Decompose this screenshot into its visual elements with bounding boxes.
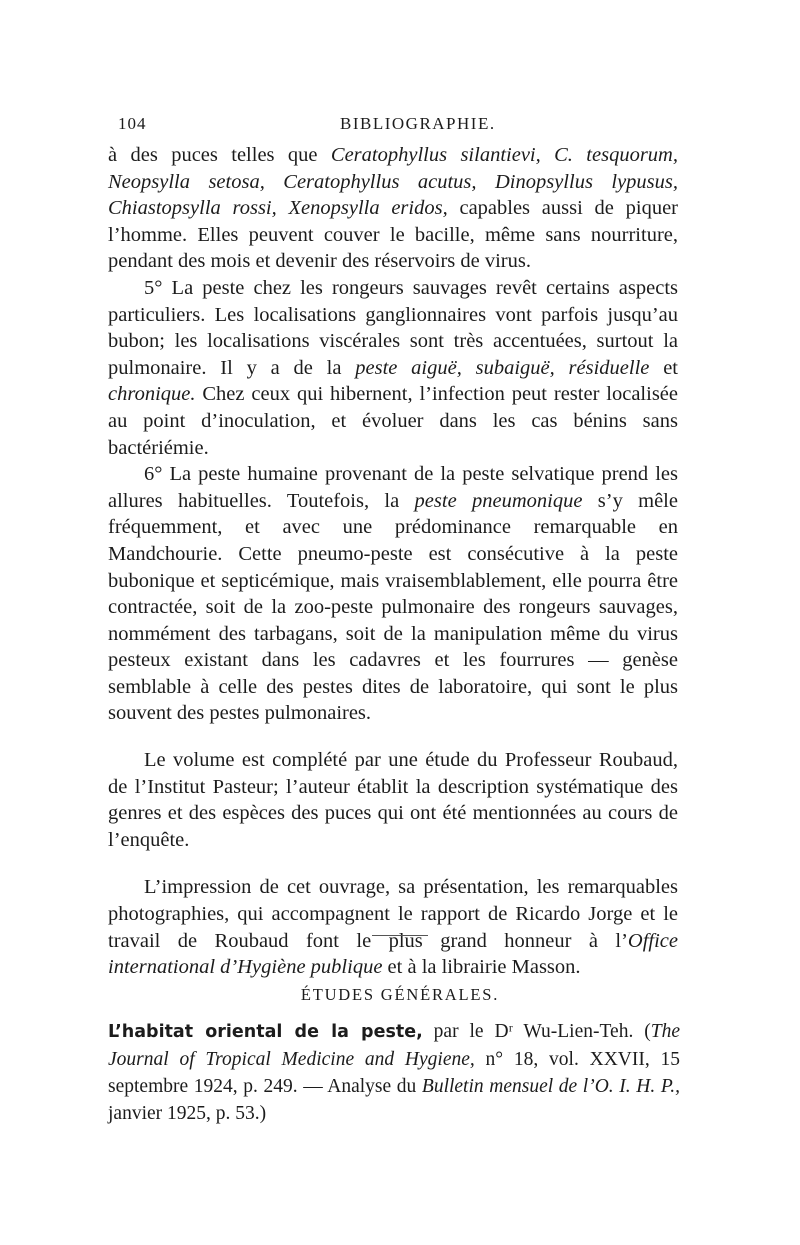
species-list: Ceratophyllus silantievi, C. tesquorum, Neopsylla setosa, Ceratophyllus acutus, Dinopsyllus lypusus, Chiastopsylla rossi, Xenopsylla eridos, bbox=[108, 144, 678, 220]
body-text bbox=[108, 142, 678, 981]
office-name: Office international d’Hygiène publique bbox=[108, 929, 678, 979]
page-number: 104 bbox=[118, 114, 147, 133]
section-title: ÉTUDES GÉNÉRALES. bbox=[300, 985, 500, 1004]
journal-title: The Journal of Tropical Medicine and Hygiene, bbox=[108, 1021, 681, 1070]
bibliography-entry: L’habitat oriental de la peste, par le Dʳ Wu-Lien-Teh. (The Journal of Tropical Medicine and Hygiene, n° 18, vol. XXVII, 15 septembre 1924, p. 249. — Analyse du Bulletin mensuel de l’O. I. H. P., janvier 1925, p. 53.) bbox=[108, 1021, 681, 1124]
running-header bbox=[118, 114, 678, 138]
section-divider bbox=[372, 935, 428, 936]
plague-chronic: chronique. bbox=[108, 383, 196, 406]
bulletin-title: Bulletin mensuel de l’O. I. H. P., bbox=[421, 1076, 680, 1097]
plague-forms: peste aiguë, subaiguë, résiduelle bbox=[355, 356, 650, 379]
paragraph-volume: Le volume est complété par une étude du Professeur Roubaud, de l’Institut Pasteur; l’auteur établit la description systématique des genres et des espèces des puces qui ont été mentionnées au cours de l’enquête. bbox=[108, 749, 678, 851]
paragraph-6: 6° La peste humaine provenant de la peste selvatique prend les allures habituelles. Toutefois, la peste pneumonique s’y mêle fréquemment, et avec une prédominance remarquable en Mandchourie. Cette pneumo-peste est consécutive à la peste bubonique et septicémique, mais vraisemblablement, elle pourra être contractée, soit de la zoo-peste pulmonaire des rongeurs sauvages, nommément des tarbagans, soit de la manipulation même du virus pesteux existant dans les cadavres et les fourrures — genèse semblable à celle des pestes dites de laboratoire, qui sont le plus souvent des pestes pulmonaires. bbox=[108, 463, 678, 725]
paragraph-impression: L’impression de cet ouvrage, sa présentation, les remarquables photographies, qui accompagnent le rapport de Ricardo Jorge et le travail de Roubaud font le plus grand honneur à l’Office international d’Hygiène publique et à la librairie Masson. bbox=[108, 876, 678, 979]
running-title: BIBLIOGRAPHIE. bbox=[340, 114, 496, 133]
entry-title: L’habitat oriental de la peste, bbox=[108, 1022, 423, 1042]
paragraph-5: 5° La peste chez les rongeurs sauvages revêt certains aspects particuliers. Les localisations ganglionnaires vont parfois jusqu’au bubon; les localisations viscérales sont très accentuées, surtout la pulmonaire. Il y a de la peste aiguë, subaiguë, résiduelle et chronique. Chez ceux qui hibernent, l’infection peut rester localisée au point d’inoculation, et évoluer dans les cas bénins sans bactériémie. bbox=[108, 276, 678, 459]
pneumonic-plague: peste pneumonique bbox=[414, 489, 583, 512]
paragraph-continuation: à des puces telles que Ceratophyllus silantievi, C. tesquorum, Neopsylla setosa, Ceratophyllus acutus, Dinopsyllus lypusus, Chiastopsylla rossi, Xenopsylla eridos, capables aussi de piquer l’homme. Elles peuvent couver le bacille, même sans nourriture, pendant des mois et devenir des réservoirs de virus. bbox=[108, 144, 678, 273]
